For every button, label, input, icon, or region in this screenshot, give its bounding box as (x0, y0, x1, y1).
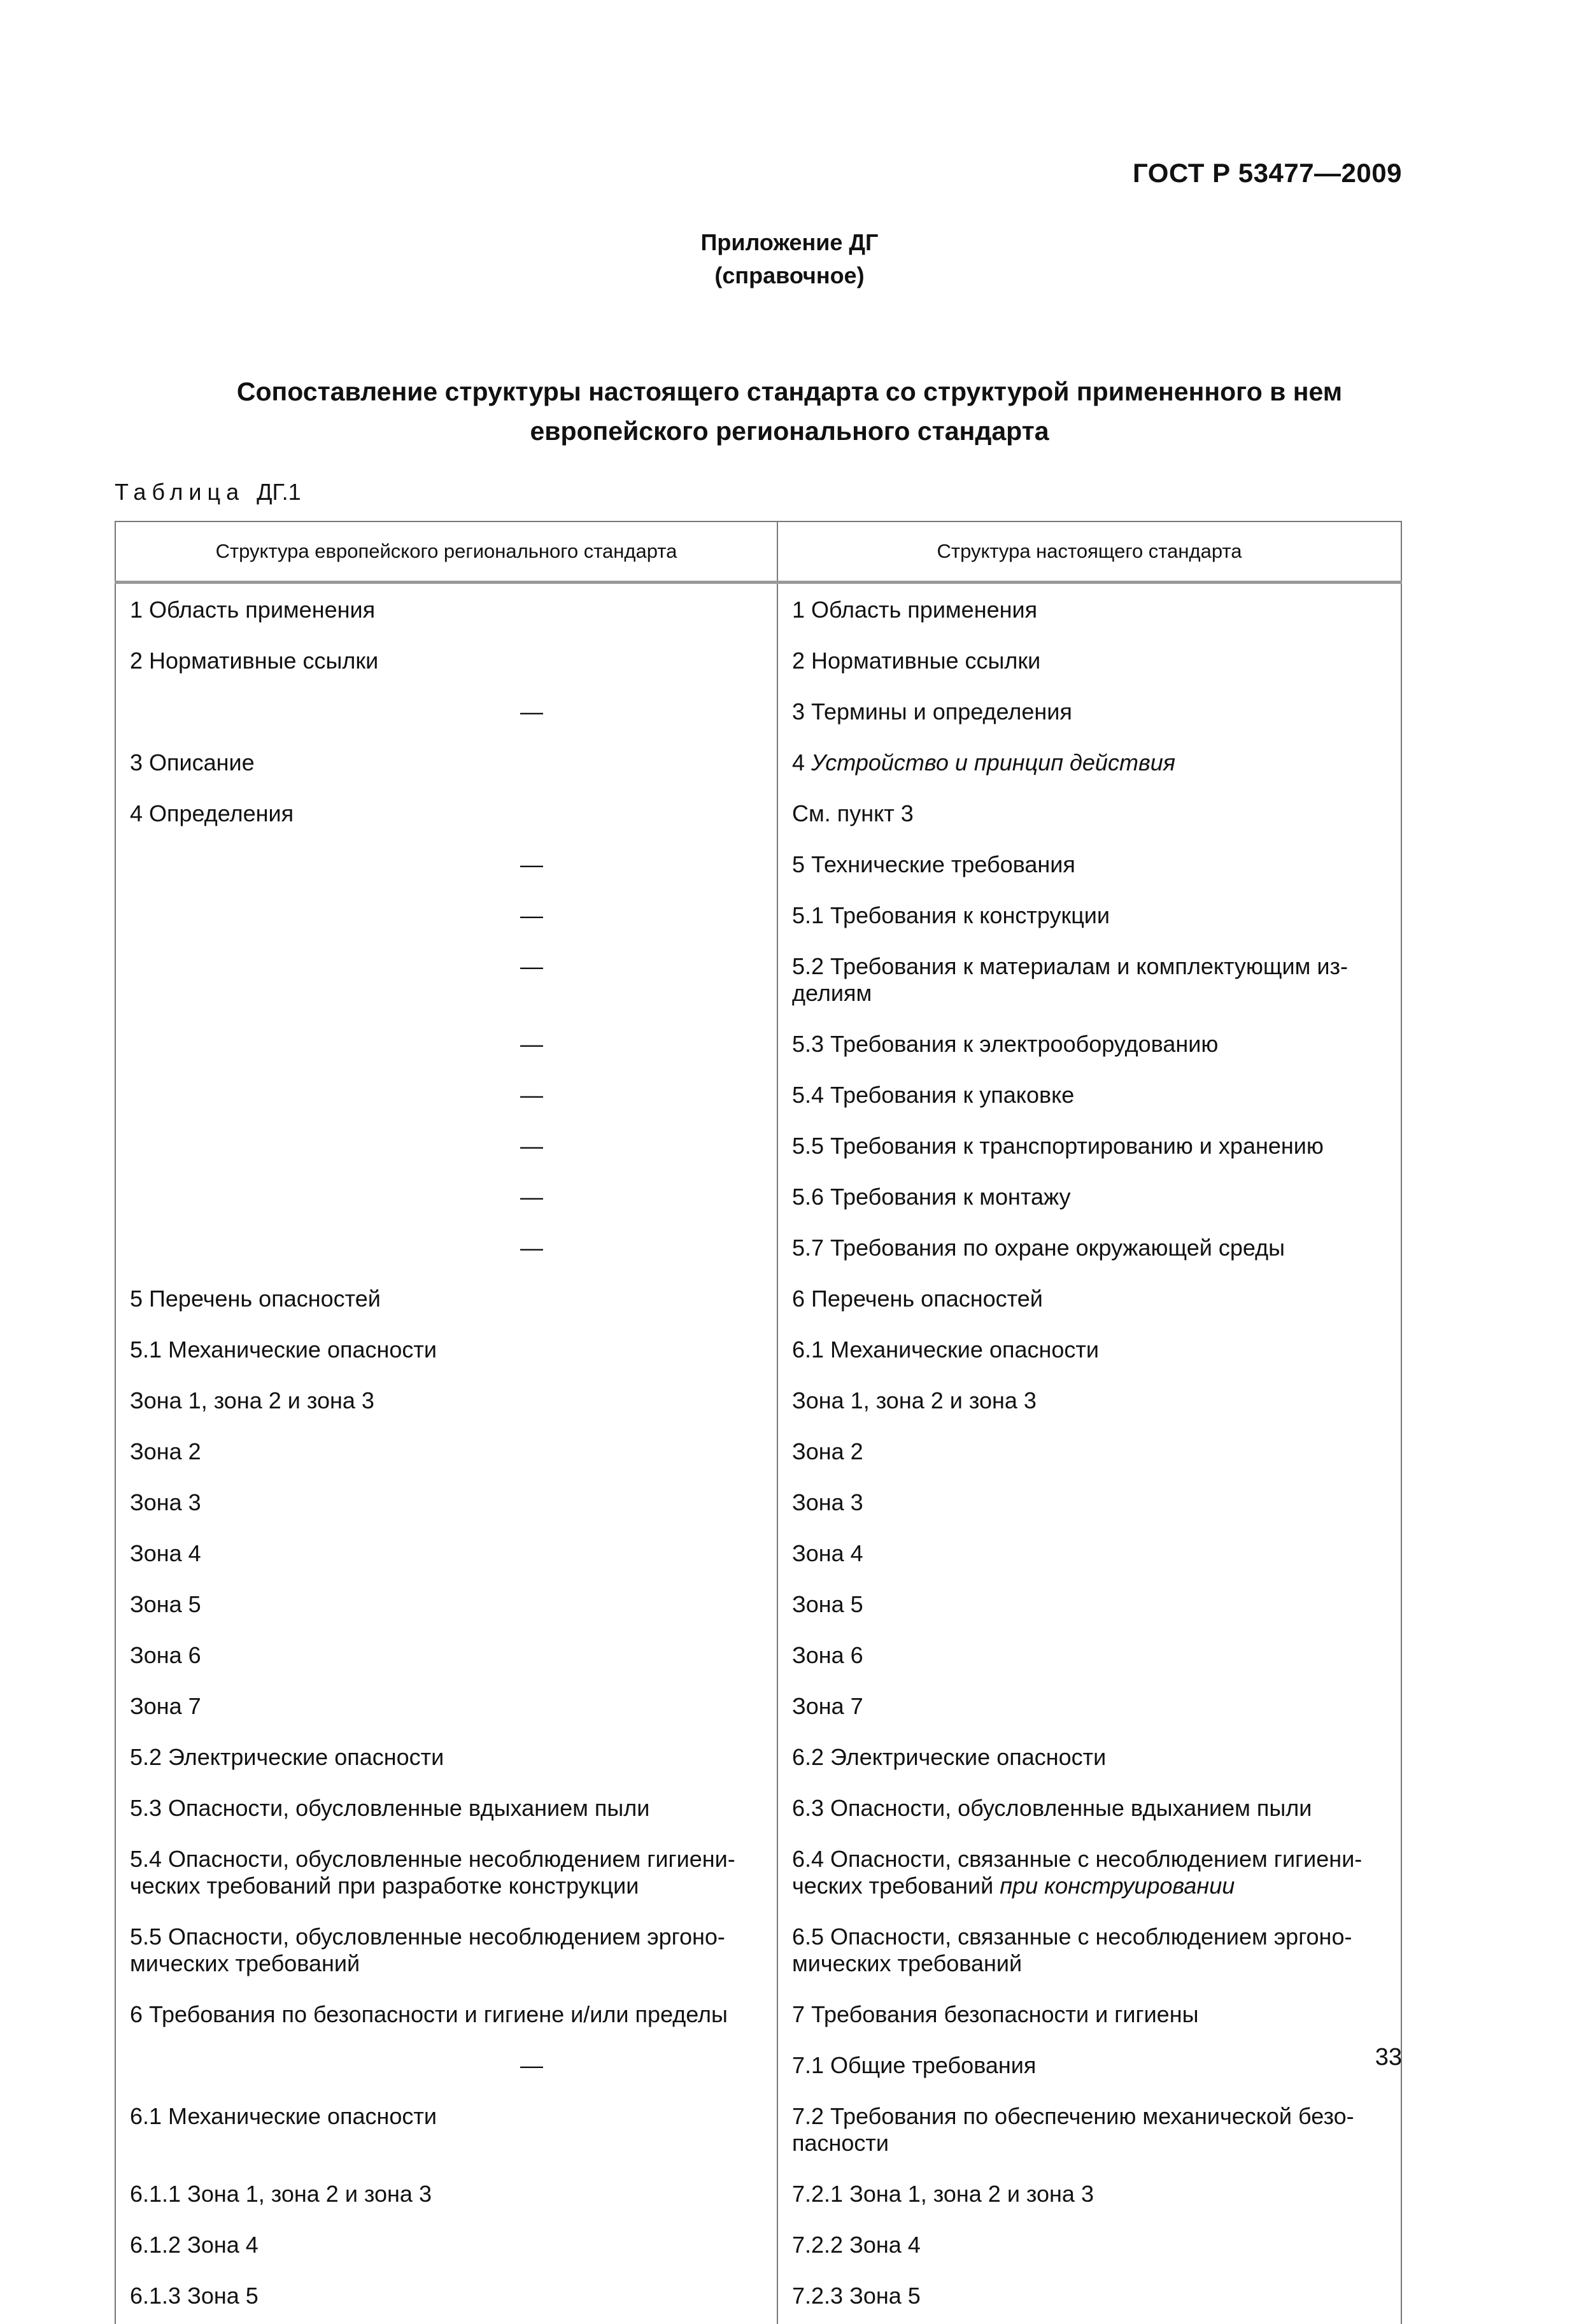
table-caption-word: Таблица (115, 479, 244, 505)
page-title-line-2: европейского регионального стандарта (127, 411, 1452, 451)
cell-european-structure: 6.1 Механические опасности (115, 2094, 777, 2171)
cell-european-structure: — (115, 1123, 777, 1174)
cell-national-structure: 7.2.3 Зона 5 (777, 2273, 1401, 2324)
table-row (115, 1123, 1401, 1174)
cell-european-structure: — (115, 1072, 777, 1123)
table-row (115, 944, 1401, 1021)
table-header-row (115, 521, 1401, 583)
cell-text-italic: Устройство и принцип действия (811, 749, 1175, 776)
table-caption-number: ДГ.1 (257, 479, 301, 505)
column-header-national: Структура настоящего стандарта (777, 521, 1401, 583)
table-row (115, 1480, 1401, 1531)
cell-national-structure: 7.2.2 Зона 4 (777, 2222, 1401, 2273)
cell-national-structure: Зона 6 (777, 1633, 1401, 1683)
cell-national-structure: 5.3 Требования к электрооборудованию (777, 1021, 1401, 1072)
cell-european-structure: — (115, 842, 777, 893)
table-row (115, 2222, 1401, 2273)
table-row (115, 689, 1401, 740)
table-row (115, 2171, 1401, 2222)
table-row (115, 1378, 1401, 1429)
cell-national-structure: 6.5 Опасности, связанные с несоблюдением эргоно-мических требований (777, 1914, 1401, 1992)
page-number: 33 (1375, 2044, 1402, 2071)
document-code: ГОСТ Р 53477—2009 (1133, 158, 1402, 188)
cell-national-structure: Зона 1, зона 2 и зона 3 (777, 1378, 1401, 1429)
cell-national-structure: 5.6 Требования к монтажу (777, 1174, 1401, 1225)
appendix-subtitle: (справочное) (0, 259, 1579, 292)
table-row (115, 791, 1401, 842)
cell-european-structure: Зона 1, зона 2 и зона 3 (115, 1378, 777, 1429)
page-title (127, 372, 1452, 451)
cell-national-structure: 7 Требования безопасности и гигиены (777, 1992, 1401, 2043)
table-row (115, 1683, 1401, 1734)
cell-national-structure: Зона 7 (777, 1683, 1401, 1734)
cell-national-structure: 5.7 Требования по охране окружающей среды (777, 1225, 1401, 1276)
cell-european-structure: 5.5 Опасности, обусловленные несоблюдением эргоно-мических требований (115, 1914, 777, 1992)
table-row (115, 1429, 1401, 1480)
cell-text: 4 (792, 749, 811, 776)
cell-national-structure (777, 1836, 1401, 1914)
cell-text: 6.4 Опасности, связанные с несоблюдением гигиени-ческих требований (792, 1846, 1362, 1899)
cell-european-structure: — (115, 944, 777, 1021)
table-row (115, 1225, 1401, 1276)
cell-european-structure: 6.1.2 Зона 4 (115, 2222, 777, 2273)
cell-european-structure: 5 Перечень опасностей (115, 1276, 777, 1327)
table-row (115, 1836, 1401, 1914)
table-row (115, 1276, 1401, 1327)
table-row (115, 1072, 1401, 1123)
table-row (115, 1734, 1401, 1785)
cell-european-structure: — (115, 1225, 777, 1276)
table-row (115, 1174, 1401, 1225)
table-row (115, 638, 1401, 689)
cell-national-structure: 5.4 Требования к упаковке (777, 1072, 1401, 1123)
cell-national-structure: Зона 3 (777, 1480, 1401, 1531)
cell-european-structure: Зона 2 (115, 1429, 777, 1480)
cell-european-structure: — (115, 1021, 777, 1072)
cell-national-structure: 5.1 Требования к конструкции (777, 893, 1401, 944)
cell-european-structure: Зона 3 (115, 1480, 777, 1531)
column-header-european: Структура европейского регионального стандарта (115, 521, 777, 583)
cell-european-structure: 5.1 Механические опасности (115, 1327, 777, 1378)
cell-european-structure: Зона 6 (115, 1633, 777, 1683)
table-row (115, 2273, 1401, 2324)
cell-national-structure: 5 Технические требования (777, 842, 1401, 893)
cell-european-structure: — (115, 1174, 777, 1225)
table-row (115, 1021, 1401, 1072)
table-row (115, 1992, 1401, 2043)
cell-national-structure: 2 Нормативные ссылки (777, 638, 1401, 689)
table-row (115, 1582, 1401, 1633)
table-row (115, 1327, 1401, 1378)
page-title-line-1: Сопоставление структуры настоящего стандарта со структурой примененного в нем (127, 372, 1452, 411)
cell-national-structure: 6.2 Электрические опасности (777, 1734, 1401, 1785)
cell-european-structure: 3 Описание (115, 740, 777, 791)
table-row (115, 583, 1401, 639)
cell-national-structure: Зона 4 (777, 1531, 1401, 1582)
cell-national-structure: 5.5 Требования к транспортированию и хранению (777, 1123, 1401, 1174)
structure-comparison-table (115, 521, 1402, 2324)
cell-european-structure: 5.3 Опасности, обусловленные вдыханием пыли (115, 1785, 777, 1836)
cell-european-structure: 5.4 Опасности, обусловленные несоблюдением гигиени-ческих требований при разработке конструкции (115, 1836, 777, 1914)
cell-national-structure: 6 Перечень опасностей (777, 1276, 1401, 1327)
cell-national-structure: 6.1 Механические опасности (777, 1327, 1401, 1378)
cell-european-structure: 6.1.1 Зона 1, зона 2 и зона 3 (115, 2171, 777, 2222)
cell-national-structure: 7.1 Общие требования (777, 2043, 1401, 2094)
cell-european-structure: Зона 7 (115, 1683, 777, 1734)
table-row (115, 2043, 1401, 2094)
table-row (115, 1633, 1401, 1683)
table-row (115, 2094, 1401, 2171)
table-row (115, 1531, 1401, 1582)
cell-european-structure: Зона 5 (115, 1582, 777, 1633)
cell-european-structure: 6 Требования по безопасности и гигиене и/или пределы (115, 1992, 777, 2043)
cell-national-structure: 1 Область применения (777, 583, 1401, 639)
appendix-heading (0, 226, 1579, 292)
cell-european-structure: — (115, 893, 777, 944)
cell-national-structure: 3 Термины и определения (777, 689, 1401, 740)
cell-european-structure: 2 Нормативные ссылки (115, 638, 777, 689)
cell-european-structure: Зона 4 (115, 1531, 777, 1582)
cell-european-structure: — (115, 2043, 777, 2094)
table-row (115, 740, 1401, 791)
cell-national-structure: Зона 5 (777, 1582, 1401, 1633)
table-row (115, 842, 1401, 893)
cell-national-structure: Зона 2 (777, 1429, 1401, 1480)
cell-european-structure: 5.2 Электрические опасности (115, 1734, 777, 1785)
cell-text-italic: при конструировании (1000, 1873, 1235, 1899)
structure-table-wrapper (115, 521, 1401, 2324)
cell-national-structure (777, 740, 1401, 791)
cell-european-structure: 4 Определения (115, 791, 777, 842)
appendix-title: Приложение ДГ (0, 226, 1579, 259)
table-caption (115, 479, 301, 506)
cell-european-structure: 6.1.3 Зона 5 (115, 2273, 777, 2324)
cell-european-structure: — (115, 689, 777, 740)
cell-national-structure: 5.2 Требования к материалам и комплектующим из-делиям (777, 944, 1401, 1021)
cell-national-structure: См. пункт 3 (777, 791, 1401, 842)
cell-national-structure: 7.2.1 Зона 1, зона 2 и зона 3 (777, 2171, 1401, 2222)
table-body (115, 583, 1401, 2324)
table-row (115, 1914, 1401, 1992)
cell-national-structure: 7.2 Требования по обеспечению механической безо-пасности (777, 2094, 1401, 2171)
cell-national-structure: 6.3 Опасности, обусловленные вдыханием пыли (777, 1785, 1401, 1836)
table-row (115, 1785, 1401, 1836)
table-row (115, 893, 1401, 944)
cell-european-structure: 1 Область применения (115, 583, 777, 639)
